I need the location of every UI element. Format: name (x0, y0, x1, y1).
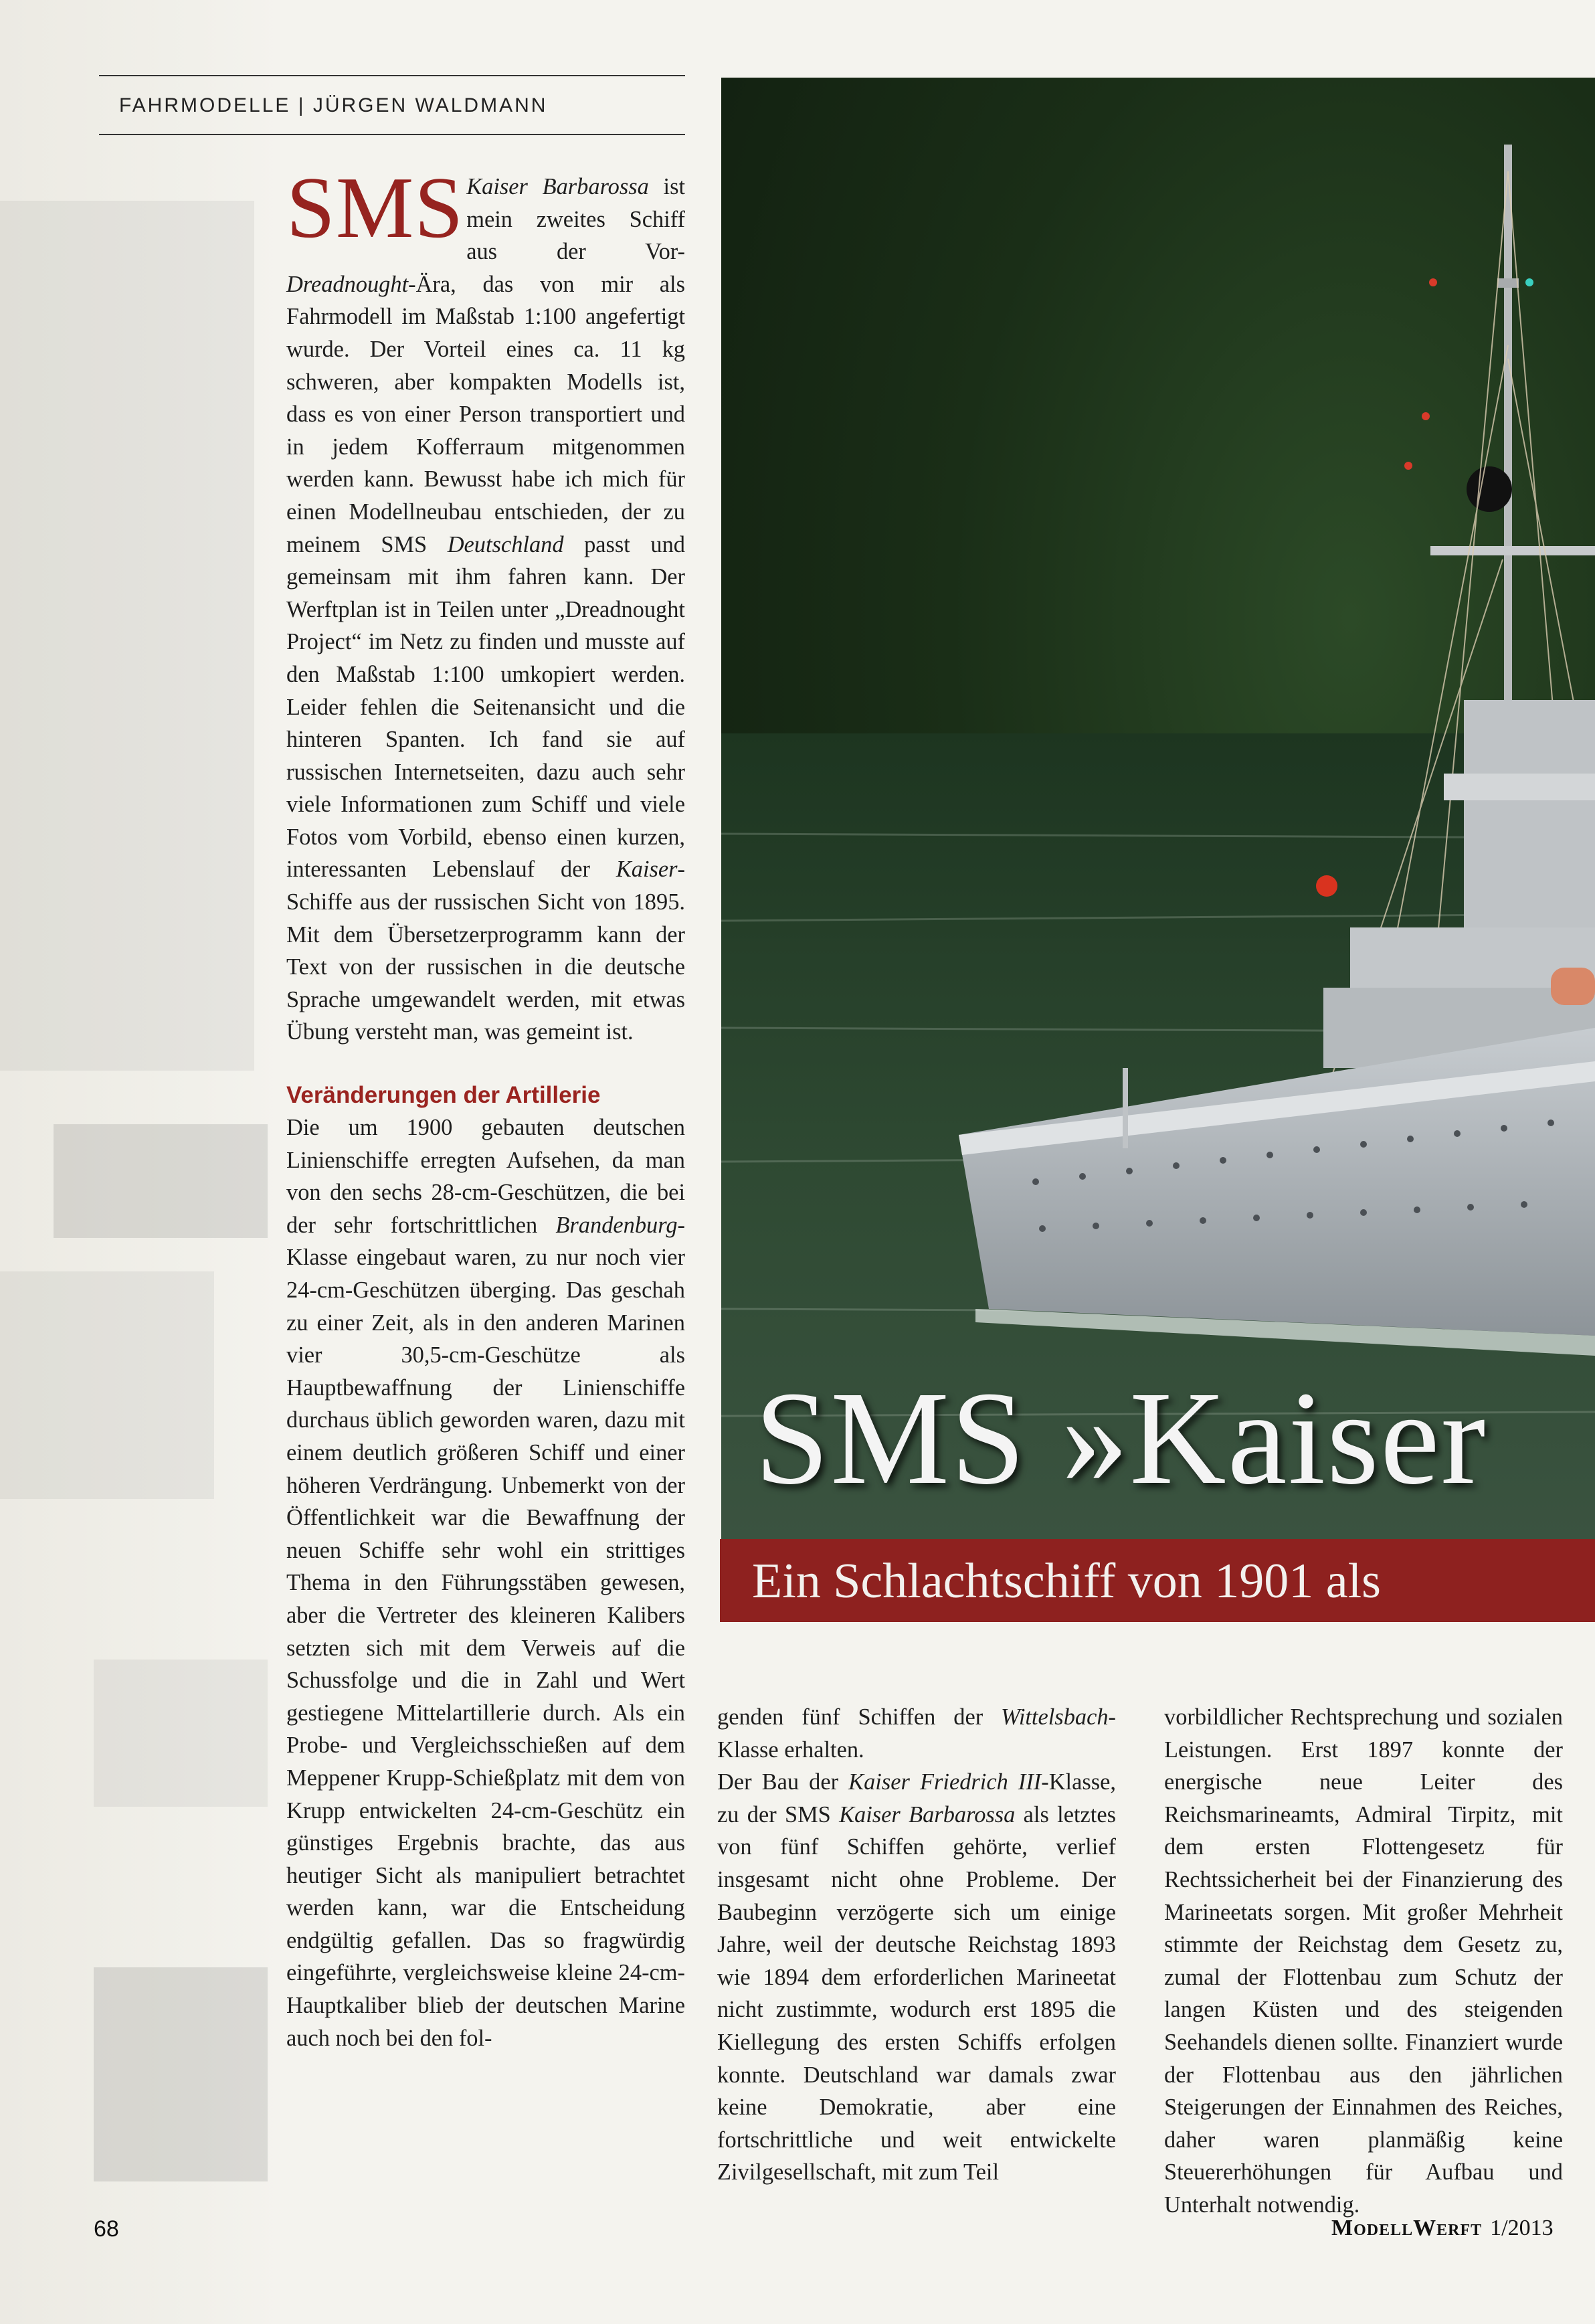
magazine-name: ModellWerft (1331, 2216, 1483, 2240)
column-2-paragraph-1: genden fünf Schiffen der Wittelsbach-Klasse erhalten. (717, 1704, 1116, 1763)
article-title: SMS »Kaiser (755, 1364, 1487, 1512)
article-column-1 (286, 159, 686, 2054)
issue-number: 1/2013 (1490, 2216, 1554, 2240)
subtitle-banner (720, 1539, 1595, 1622)
column-2-paragraph-2: Der Bau der Kaiser Friedrich III-Klasse, zu der SMS Kaiser Barbarossa als letztes von fünf Schiffen gehörte, verlief insgesamt nicht ohne Probleme. Der Baubeginn verzögerte sich um einige Jahre, weil der deutsche Reichstag 1893 wie 1894 dem erforderlichen Marineetat nicht zustimmte, wodurch erst 1895 die Kiellegung des ersten Schiffs erfolgen konnte. Deutschland war damals zwar keine Demokratie, aber eine fortschrittliche und weit entwickelte Zivilgesellschaft, mit zum Teil (717, 1769, 1117, 2185)
intro-paragraph: SMS Kaiser Barbarossa ist mein zweites Schiff aus der Vor-Dreadnought-Ära, das von mir als Fahrmodell im Maßstab 1:100 angefertigt wurde. Der Vorteil eines ca. 11 kg schweren, aber kompakten Modells ist, dass es von einer Person transportiert und in jedem Kofferraum mitgenommen werden kann. Bewusst habe ich mich für einen Modellneubau entschieden, der zu meinem SMS Deutschland passt und gemeinsam mit ihm fahren kann. Der Werftplan ist in Teilen unter „Dreadnought Project“ im Netz zu finden und musste auf den Maßstab 1:100 umkopiert werden. Leider fehlen die Seitenansicht und die hinteren Spanten. Ich fand sie auf russischen Internetseiten, dazu auch sehr viele Informationen zum Schiff und viele Fotos vom Vorbild, ebenso einen kurzen, interessanten Lebenslauf der Kaiser-Schiffe aus der russischen Sicht von 1895. Mit dem Übersetzerprogramm kann der Text von der russischen in die deutsche Sprache umgewandelt werden, mit etwas Übung versteht man, was gemeint ist. (286, 159, 686, 1045)
ship-name: Kaiser Barbarossa (466, 174, 649, 199)
article-column-3 (1164, 1701, 1563, 2222)
section-header (99, 75, 685, 135)
subheading-artillery: Veränderungen der Artillerie (286, 1082, 601, 1109)
subtitle-text: Ein Schlachtschiff von 1901 als (752, 1554, 1381, 1609)
magazine-footer (1331, 2216, 1554, 2241)
facing-page-bleed (0, 0, 281, 2324)
article-column-2 (717, 1701, 1116, 2189)
page-number: 68 (94, 2216, 119, 2242)
drop-cap: SMS (286, 159, 464, 256)
artillery-paragraph: Die um 1900 gebauten deutschen Linienschiffe erregten Aufsehen, da man von den sechs 28-cm-Geschützen, die bei der sehr fortschrittlichen Brandenburg-Klasse eingebaut waren, zu nur noch vier 24-cm-Geschützen überging. Das geschah zu einer Zeit, als in den anderen Marinen vier 30,5-cm-Geschütze als Hauptbewaffnung der Linienschiffe durchaus üblich geworden waren, dazu mit einem deutlich größeren Schiff und einer höheren Verdrängung. Unbemerkt von der Öffentlichkeit war die Bewaffnung der neuen Schiffe sehr wohl ein strittiges Thema in den Führungsstäben gewesen, aber die Vertreter des kleineren Kalibers setzten sich mit dem Verweis auf die Schussfolge und die in Zahl und Wert gestiegene Mittelartillerie durch. Als ein Probe- und Vergleichsschießen auf dem Meppener Krupp-Schießplatz mit dem von Krupp entwickelten 24-cm-Geschütz ein günstiges Ergebnis brachte, das aus heutiger Sicht als manipuliert betrachtet werden kann, war die Entscheidung endgültig gefallen. Das so fragwürdig eingeführte, vergleichsweise kleine 24-cm-Hauptkaliber blieb der deutschen Marine auch noch bei den fol- (286, 1115, 685, 2051)
column-3-paragraph: vorbildlicher Rechtsprechung und sozialen Leistungen. Erst 1897 konnte der energische neue Leiter des Reichsmarineamts, Admiral Tirpitz, mit dem ersten Flottengesetz für Rechtssicherheit bei der Finanzierung des Marineetats sorgen. Mit großer Mehrheit stimmte der Reichstag dem Gesetz zu, zumal der Flottenbau zum Schutz der langen Küsten und des steigenden Seehandels dienen sollte. Finanziert wurde der Flottenbau aus den jährlichen Steigerungen der Einnahmen des Reiches, daher waren planmäßig keine Steuererhöhungen für Aufbau und Unterhalt notwendig. (1164, 1704, 1563, 2218)
section-header-text: FAHRMODELLE | JÜRGEN WALDMANN (119, 94, 548, 116)
